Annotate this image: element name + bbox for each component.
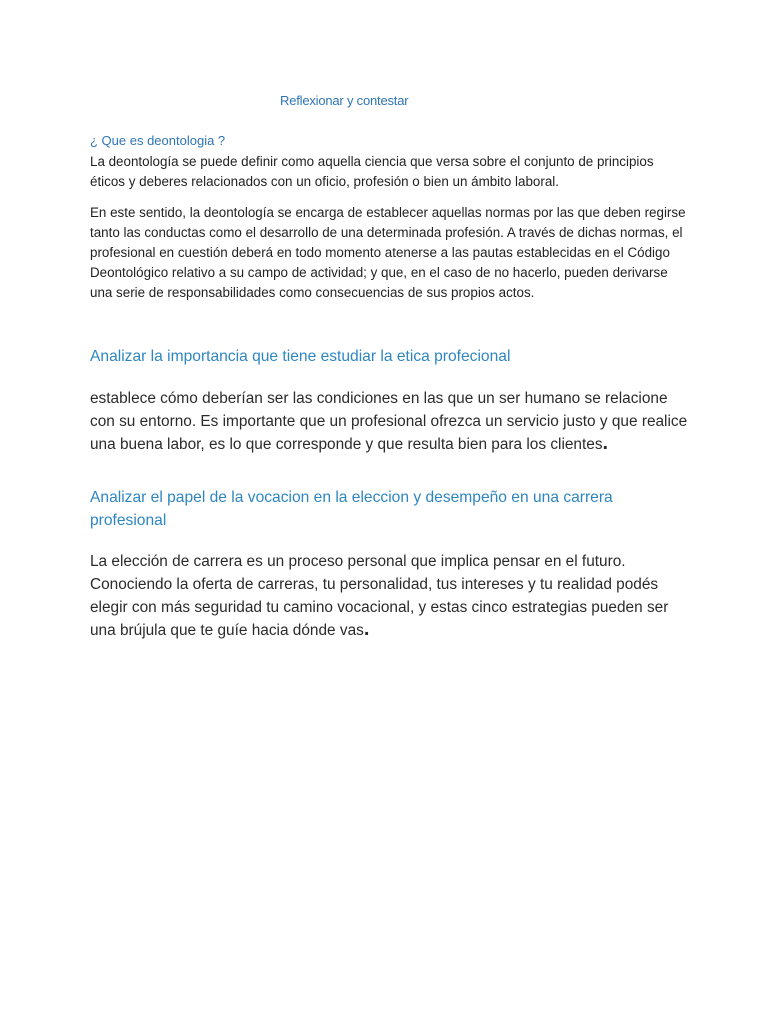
vocacion-answer-text: La elección de carrera es un proceso personal que implica pensar en el futuro. Conociendo la oferta de carreras, tu personalidad, tus intereses y tu realidad podés elegir con más seguridad tu camino vocacional, y estas cinco estrategias pueden ser una brújula que te guíe hacia dónde vas	[90, 553, 669, 639]
etica-profesional-answer	[90, 387, 690, 456]
question-heading-deontologia: ¿ Que es deontologia ?	[90, 133, 226, 148]
question-heading-vocacion: Analizar el papel de la vocacion en la eleccion y desempeño en una carrera profesional	[90, 489, 613, 529]
vocacion-answer-period: .	[363, 618, 370, 640]
deontologia-definition-paragraph: La deontología se puede definir como aquella ciencia que versa sobre el conjunto de principios éticos y deberes relacionados con un oficio, profesión o bien un ámbito laboral.	[90, 154, 654, 189]
etica-answer-period: .	[602, 432, 609, 454]
document-title: Reflexionar y contestar	[280, 93, 409, 108]
deontologia-explanation-paragraph: En este sentido, la deontología se encarga de establecer aquellas normas por las que deben regirse tanto las conductas como el desarrollo de una determinada profesión. A través de dichas normas, el profesional en cuestión deberá en todo momento atenerse a las pautas establecidas en el Código Deontológico relativo a su campo de actividad; y que, en el caso de no hacerlo, pueden derivarse una serie de responsabilidades como consecuencias de sus propios actos.	[90, 205, 686, 300]
question-heading-etica-profesional: Analizar la importancia que tiene estudiar la etica profecional	[90, 348, 511, 365]
vocacion-answer	[90, 550, 690, 642]
etica-answer-text: establece cómo deberían ser las condiciones en las que un ser humano se relacione con su entorno. Es importante que un profesional ofrezca un servicio justo y que realice una buena labor, es lo que corresponde y que resulta bien para los clientes	[90, 390, 688, 453]
